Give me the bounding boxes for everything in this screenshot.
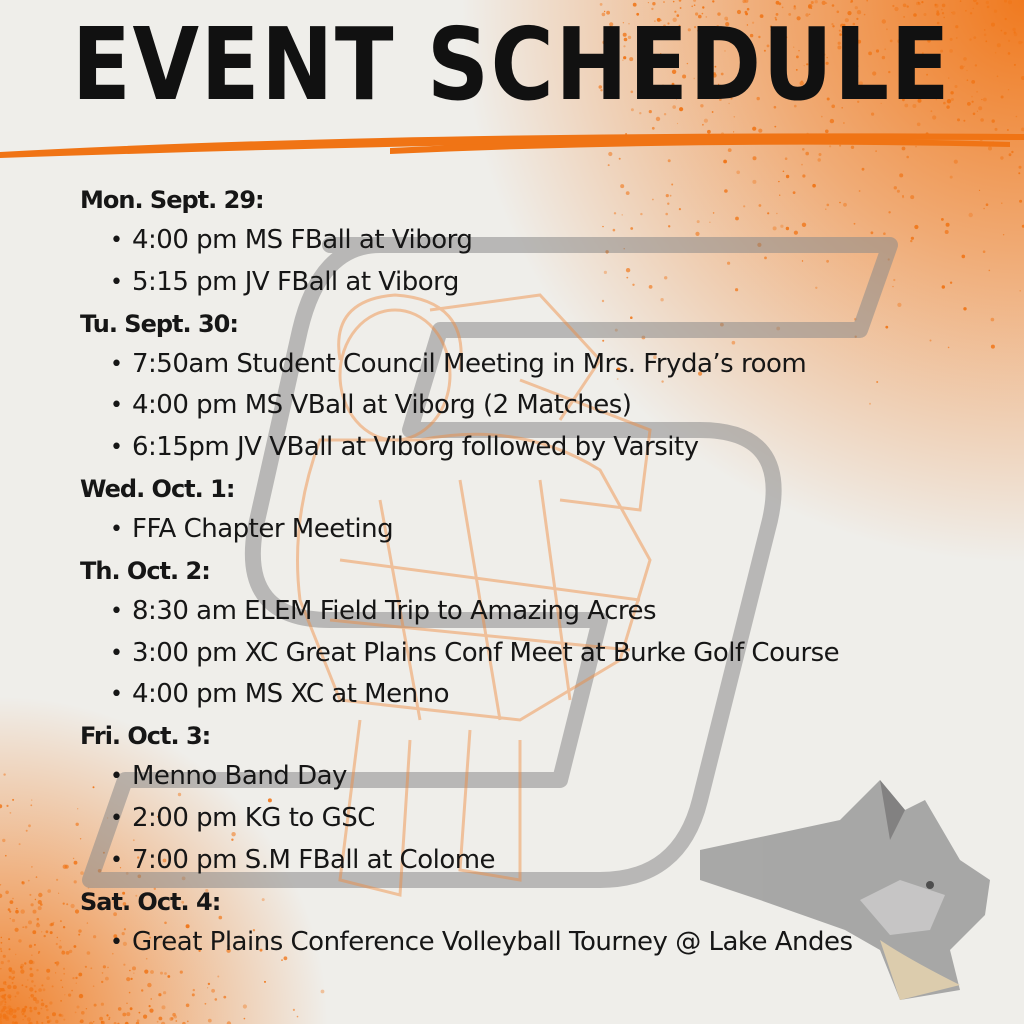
event-text: 4:00 pm MS FBall at Viborg [132, 225, 473, 255]
event-text: 6:15pm JV VBall at Viborg followed by Varsity [132, 432, 699, 463]
day-section [80, 716, 1010, 881]
bullet-dot-icon: • [110, 393, 123, 419]
event-item [80, 262, 1010, 304]
event-item [80, 591, 1010, 633]
event-list [80, 756, 1010, 881]
event-list [80, 509, 1010, 551]
event-list [80, 344, 1010, 469]
event-list [80, 591, 1010, 716]
day-section [80, 469, 1010, 551]
event-text: FFA Chapter Meeting [132, 513, 394, 544]
day-heading: Sat. Oct. 4: [80, 887, 221, 916]
bullet-dot-icon: • [110, 805, 123, 831]
event-text: 8:30 am ELEM Field Trip to Amazing Acres [132, 595, 657, 626]
event-text: 7:50am Student Council Meeting in Mrs. Fryda’s room [132, 348, 807, 379]
event-text: Menno Band Day [132, 761, 347, 792]
event-item [80, 385, 1010, 427]
event-item [80, 840, 1010, 882]
event-item [80, 756, 1010, 798]
day-heading: Wed. Oct. 1: [80, 474, 235, 503]
event-item [80, 674, 1010, 716]
event-item [80, 344, 1010, 386]
event-item [80, 633, 1010, 675]
bullet-dot-icon: • [110, 929, 123, 955]
bullet-dot-icon: • [110, 228, 123, 253]
day-section [80, 180, 1010, 304]
bullet-dot-icon: • [110, 351, 123, 377]
event-item [80, 798, 1010, 840]
day-heading: Mon. Sept. 29: [80, 186, 264, 214]
bullet-dot-icon: • [110, 269, 123, 295]
bullet-dot-icon: • [110, 435, 123, 461]
event-list [80, 220, 1010, 304]
page-title: EVENT SCHEDULE [72, 6, 952, 123]
event-text: 3:00 pm XC Great Plains Conf Meet at Burke Golf Course [132, 637, 840, 668]
bullet-dot-icon: • [110, 764, 123, 790]
bullet-dot-icon: • [110, 640, 123, 666]
event-list [80, 922, 1010, 964]
event-text: 5:15 pm JV FBall at Viborg [132, 266, 459, 297]
bullet-dot-icon: • [110, 598, 123, 624]
day-heading: Tu. Sept. 30: [80, 309, 238, 338]
bullet-dot-icon: • [110, 682, 123, 708]
day-section [80, 551, 1010, 716]
event-text: 7:00 pm S.M FBall at Colome [132, 844, 496, 875]
bullet-dot-icon: • [110, 516, 123, 542]
bullet-dot-icon: • [110, 847, 123, 873]
event-text: Great Plains Conference Volleyball Tourney @ Lake Andes [132, 926, 853, 957]
event-schedule [80, 180, 1010, 963]
event-text: 2:00 pm KG to GSC [132, 802, 375, 833]
event-item [80, 922, 1010, 964]
event-item [80, 509, 1010, 551]
event-text: 4:00 pm MS VBall at Viborg (2 Matches) [132, 390, 632, 421]
day-section [80, 304, 1010, 469]
day-heading: Fri. Oct. 3: [80, 722, 211, 751]
day-section [80, 882, 1010, 964]
event-item [80, 427, 1010, 469]
title-underline [0, 112, 1024, 172]
event-item [80, 220, 1010, 262]
day-heading: Th. Oct. 2: [80, 556, 210, 585]
event-text: 4:00 pm MS XC at Menno [132, 679, 449, 710]
